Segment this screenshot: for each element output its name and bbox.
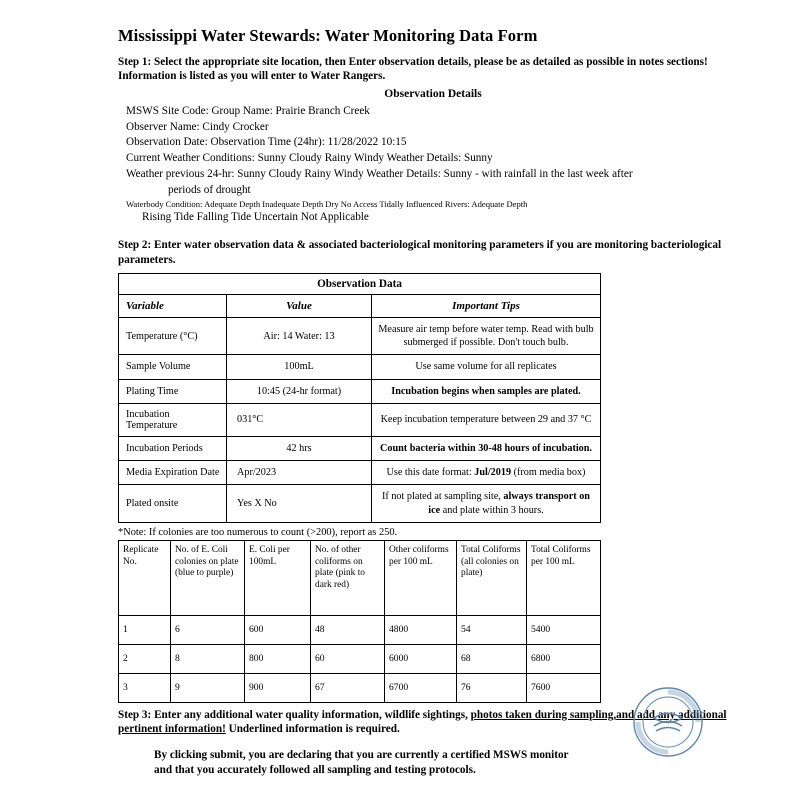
tip-incubation-temperature: Keep incubation temperature between 29 and 37 °C xyxy=(372,403,601,436)
observation-table-header-row xyxy=(119,294,601,317)
table-row xyxy=(119,436,601,460)
table-row xyxy=(119,317,601,355)
replicate-3-ecoli-per-100ml: 900 xyxy=(245,673,311,702)
observation-data-table xyxy=(118,273,601,523)
replicate-1-other-plate: 48 xyxy=(311,615,385,644)
page-title: Mississippi Water Stewards: Water Monitoring Data Form xyxy=(118,26,538,45)
replicate-1-no: 1 xyxy=(119,615,171,644)
detail-previous-weather-cont: periods of drought xyxy=(168,184,251,197)
replicate-1-total-per-100ml: 5400 xyxy=(527,615,601,644)
value-incubation-periods: 42 hrs xyxy=(227,436,372,460)
replicate-3-other-per-100ml: 6700 xyxy=(385,673,457,702)
detail-current-weather: Current Weather Conditions: Sunny Cloudy Rainy Windy Weather Details: Sunny xyxy=(126,152,493,165)
table-row xyxy=(119,615,601,644)
column-header-ecoli-per-100ml: E. Coli per 100mL xyxy=(245,540,311,615)
step-3-text: Enter any additional water quality information, wildlife sightings, xyxy=(154,708,471,721)
tip-media-bold: Jul/2019 xyxy=(474,467,512,479)
value-plating-time: 10:45 (24-hr format) xyxy=(227,379,372,403)
detail-waterbody-condition: Waterbody Condition: Adequate Depth Inadequate Depth Dry No Access Tidally Influenced Rivers: Adequate Depth xyxy=(126,199,528,210)
step-3-underlined-additional: and add any additional pertinent information! xyxy=(118,708,727,736)
tip-media-expiration-date xyxy=(372,461,601,485)
replicate-2-ecoli-per-100ml: 800 xyxy=(245,644,311,673)
tip-sample-volume: Use same volume for all replicates xyxy=(372,355,601,379)
tip-media-tail: (from media box) xyxy=(511,467,586,479)
tip-plating-time: Incubation begins when samples are plated. xyxy=(372,379,601,403)
replicate-2-ecoli-colonies: 8 xyxy=(171,644,245,673)
observation-details-heading: Observation Details xyxy=(384,87,482,100)
replicate-1-ecoli-colonies: 6 xyxy=(171,615,245,644)
tip-incubation-periods: Count bacteria within 30-48 hours of incubation. xyxy=(372,436,601,460)
replicate-2-total-plate: 68 xyxy=(457,644,527,673)
column-header-other-coliforms-plate: No. of other coliforms on plate (pink to dark red) xyxy=(311,540,385,615)
column-header-variable: Variable xyxy=(119,294,227,317)
variable-incubation-periods: Incubation Periods xyxy=(119,436,227,460)
table-row xyxy=(119,461,601,485)
replicate-2-total-per-100ml: 6800 xyxy=(527,644,601,673)
table-row xyxy=(119,644,601,673)
detail-observation-datetime: Observation Date: Observation Time (24hr): 11/28/2022 10:15 xyxy=(126,136,407,149)
colony-count-note: *Note: If colonies are too numerous to count (>200), report as 250. xyxy=(118,526,398,538)
step-3-underlined-photos: photos taken during sampling, xyxy=(470,708,617,721)
variable-plating-time: Plating Time xyxy=(119,379,227,403)
detail-site-code: MSWS Site Code: Group Name: Prairie Branch Creek xyxy=(126,104,370,117)
variable-plated-onsite: Plated onsite xyxy=(119,485,227,523)
replicate-data-table xyxy=(118,540,601,703)
replicate-1-total-plate: 54 xyxy=(457,615,527,644)
table-row xyxy=(119,485,601,523)
replicate-2-no: 2 xyxy=(119,644,171,673)
tip-plated-tail: and plate within 3 hours. xyxy=(440,504,544,516)
observation-table-title-row xyxy=(119,273,601,294)
value-sample-volume: 100mL xyxy=(227,355,372,379)
table-row xyxy=(119,379,601,403)
observation-details-block xyxy=(126,104,748,227)
replicate-header-row xyxy=(119,540,601,615)
tip-plated-bold: always transport on ice xyxy=(428,491,590,516)
variable-incubation-temperature: Incubation Temperature xyxy=(119,403,227,436)
variable-temperature: Temperature (°C) xyxy=(119,317,227,355)
column-header-other-coliforms-per-100ml: Other coliforms per 100 mL xyxy=(385,540,457,615)
replicate-3-total-plate: 76 xyxy=(457,673,527,702)
detail-tide: Rising Tide Falling Tide Uncertain Not Applicable xyxy=(142,211,369,224)
replicate-3-ecoli-colonies: 9 xyxy=(171,673,245,702)
observation-table-title: Observation Data xyxy=(119,273,601,294)
table-row xyxy=(119,403,601,436)
detail-observer-name: Observer Name: Cindy Crocker xyxy=(126,120,269,133)
variable-sample-volume: Sample Volume xyxy=(119,355,227,379)
value-plated-onsite: Yes X No xyxy=(227,485,372,523)
step-3-required-note: Underlined information is required. xyxy=(225,723,400,736)
replicate-1-ecoli-per-100ml: 600 xyxy=(245,615,311,644)
value-temperature: Air: 14 Water: 13 xyxy=(227,317,372,355)
replicate-3-other-plate: 67 xyxy=(311,673,385,702)
column-header-total-coliforms-per-100ml: Total Coliforms per 100 mL xyxy=(527,540,601,615)
column-header-value: Value xyxy=(227,294,372,317)
tip-plated-plain: If not plated at sampling site, xyxy=(382,491,504,503)
tip-temperature: Measure air temp before water temp. Read with bulb submerged if possible. Don't touch bulb. xyxy=(372,317,601,355)
column-header-replicate-no: Replicate No. xyxy=(119,540,171,615)
replicate-1-other-per-100ml: 4800 xyxy=(385,615,457,644)
value-incubation-temperature: 031°C xyxy=(227,403,372,436)
step-3-label: Step 3: xyxy=(118,708,155,721)
value-media-expiration-date: Apr/2023 xyxy=(227,461,372,485)
detail-previous-weather: Weather previous 24-hr: Sunny Cloudy Rainy Windy Weather Details: Sunny - with rainfall in the last week after xyxy=(126,168,633,181)
submission-declaration: By clicking submit, you are declaring that you are currently a certified MSWS monitor and that you accurately followed all sampling and testing protocols. xyxy=(154,749,569,777)
replicate-2-other-per-100ml: 6000 xyxy=(385,644,457,673)
step-2-instructions: Step 2: Enter water observation data & associated bacteriological monitoring parameters if you are monitoring bacteriological parameters. xyxy=(118,239,722,266)
column-header-total-coliforms-plate: Total Coliforms (all colonies on plate) xyxy=(457,540,527,615)
table-row xyxy=(119,355,601,379)
table-row xyxy=(119,673,601,702)
variable-media-expiration-date: Media Expiration Date xyxy=(119,461,227,485)
tip-plated-onsite xyxy=(372,485,601,523)
tip-media-plain: Use this date format: xyxy=(386,467,475,479)
column-header-ecoli-colonies: No. of E. Coli colonies on plate (blue to purple) xyxy=(171,540,245,615)
column-header-tips: Important Tips xyxy=(372,294,601,317)
replicate-2-other-plate: 60 xyxy=(311,644,385,673)
mississippi-water-stewards-seal-icon xyxy=(632,686,704,758)
step-1-instructions: Step 1: Select the appropriate site location, then Enter observation details, please be as detailed as possible in notes sections! Information is listed as you will enter to Water Rangers. xyxy=(118,56,708,83)
replicate-3-total-per-100ml: 7600 xyxy=(527,673,601,702)
replicate-3-no: 3 xyxy=(119,673,171,702)
